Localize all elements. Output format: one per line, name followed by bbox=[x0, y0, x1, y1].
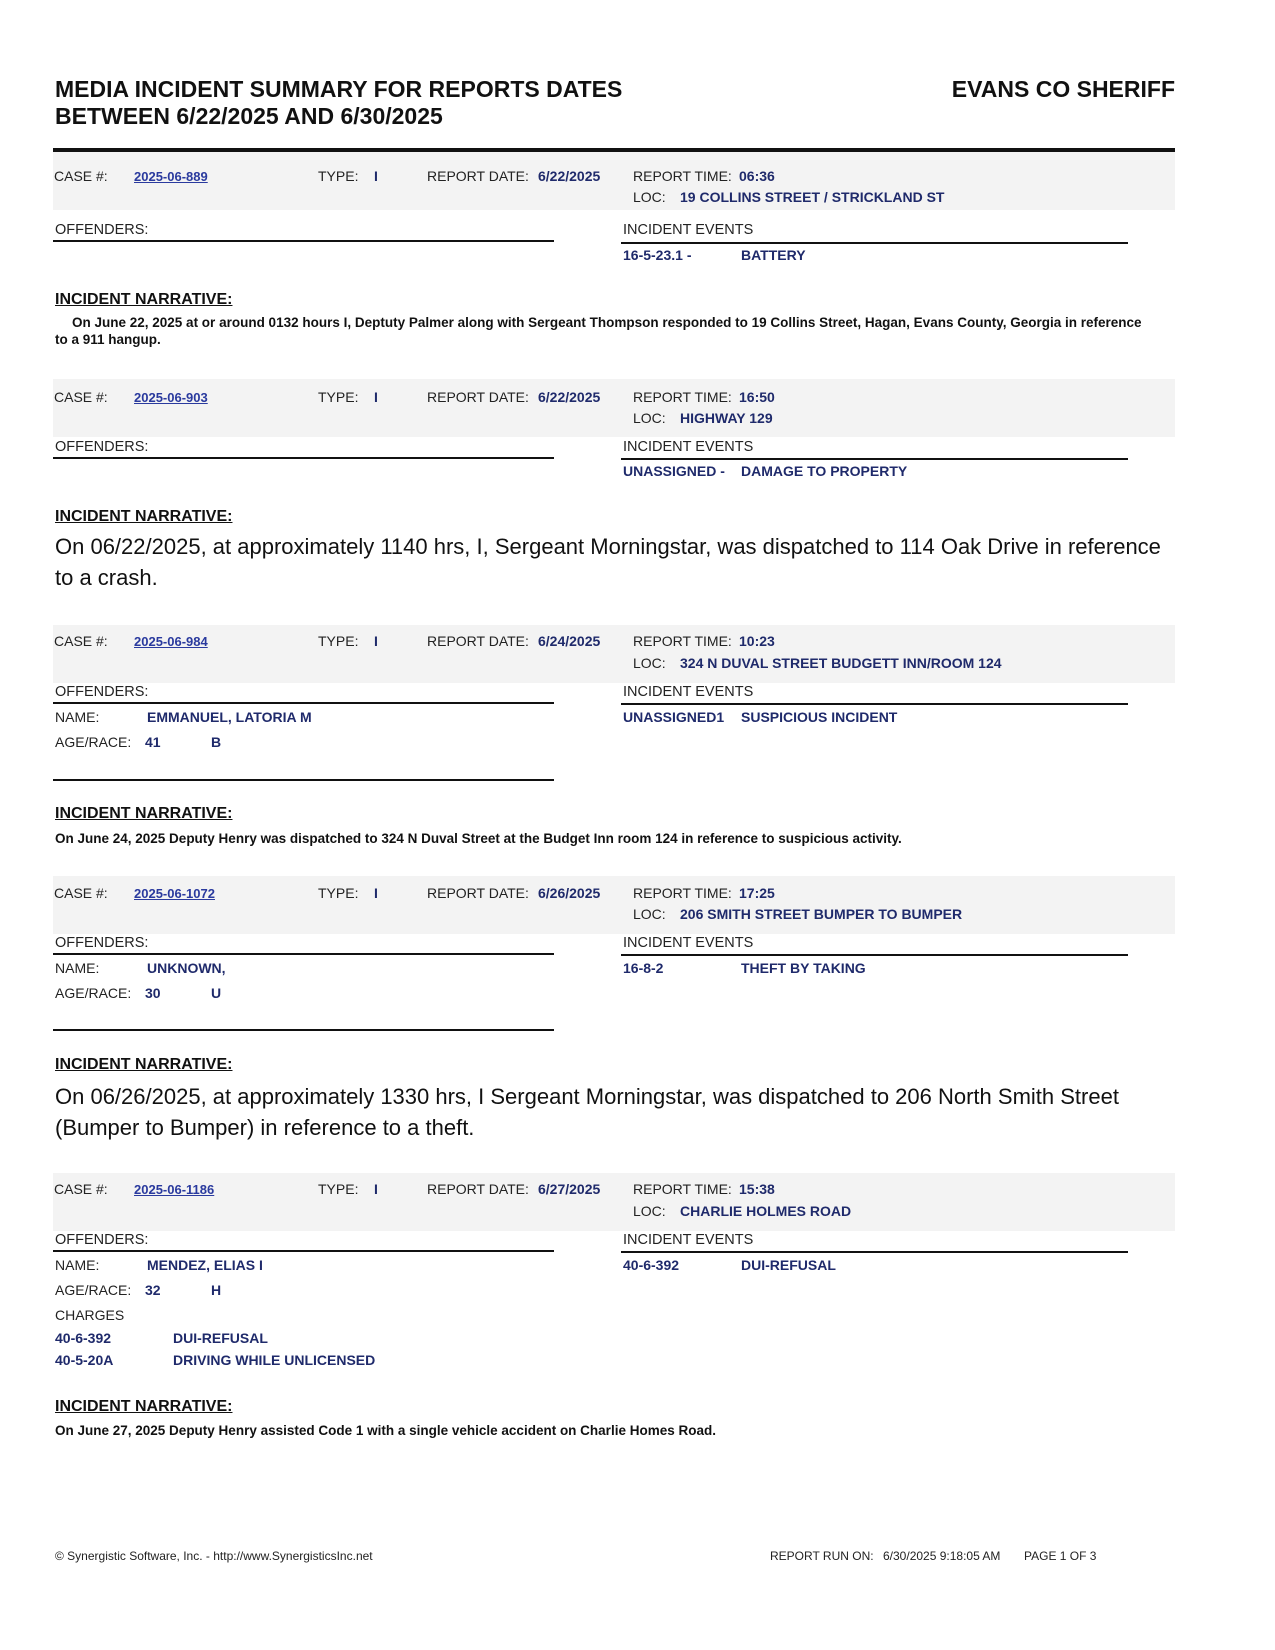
offenders-rule bbox=[53, 1250, 554, 1252]
report-time-label: REPORT TIME: bbox=[633, 633, 732, 649]
event-description: THEFT BY TAKING bbox=[741, 960, 866, 976]
charges-label: CHARGES bbox=[55, 1307, 125, 1323]
type-value: I bbox=[374, 168, 378, 184]
event-code: 16-5-23.1 - bbox=[623, 247, 692, 263]
name-label: NAME: bbox=[55, 960, 100, 976]
charge-code: 40-6-392 bbox=[55, 1330, 112, 1346]
footer-report-run-label: REPORT RUN ON: bbox=[770, 1549, 874, 1563]
case-label: CASE #: bbox=[54, 389, 108, 405]
report-time-value: 10:23 bbox=[739, 633, 775, 649]
narrative-text: On June 27, 2025 Deputy Henry assisted Code 1 with a single vehicle accident on Charlie Homes Road. bbox=[55, 1423, 716, 1438]
report-title bbox=[55, 76, 775, 130]
report-date-value: 6/22/2025 bbox=[538, 168, 601, 184]
report-time-value: 16:50 bbox=[739, 389, 775, 405]
report-date-value: 6/26/2025 bbox=[538, 885, 601, 901]
case-number-link[interactable]: 2025-06-1186 bbox=[134, 1182, 215, 1197]
events-rule bbox=[621, 1251, 1128, 1253]
offenders-heading: OFFENDERS: bbox=[55, 935, 149, 951]
case-header-5 bbox=[53, 1173, 1175, 1231]
offender-block-rule bbox=[53, 1029, 554, 1031]
report-date-value: 6/27/2025 bbox=[538, 1181, 601, 1197]
footer-report-run-value: 6/30/2025 9:18:05 AM bbox=[883, 1549, 1001, 1563]
case-number-link[interactable]: 2025-06-903 bbox=[134, 390, 208, 405]
offenders-heading: OFFENDERS: bbox=[55, 684, 149, 700]
offender-age: 32 bbox=[145, 1282, 161, 1298]
incident-events-heading: INCIDENT EVENTS bbox=[623, 935, 754, 951]
type-value: I bbox=[374, 389, 378, 405]
report-title-line2: BETWEEN 6/22/2025 AND 6/30/2025 bbox=[55, 103, 443, 129]
event-description: BATTERY bbox=[741, 247, 806, 263]
report-time-value: 17:25 bbox=[739, 885, 775, 901]
offender-age: 30 bbox=[145, 985, 161, 1001]
event-code: 40-6-392 bbox=[623, 1257, 680, 1273]
loc-label: LOC: bbox=[633, 906, 666, 922]
case-header-1 bbox=[53, 152, 1175, 210]
loc-value: HIGHWAY 129 bbox=[680, 410, 773, 426]
offenders-heading: OFFENDERS: bbox=[55, 1232, 149, 1248]
incident-events-heading: INCIDENT EVENTS bbox=[623, 222, 754, 238]
narrative-heading: INCIDENT NARRATIVE: bbox=[55, 805, 233, 822]
type-label: TYPE: bbox=[318, 168, 359, 184]
agency-name: EVANS CO SHERIFF bbox=[951, 76, 1175, 102]
event-description: DUI-REFUSAL bbox=[741, 1257, 836, 1273]
charge-description: DRIVING WHILE UNLICENSED bbox=[173, 1352, 376, 1368]
report-date-label: REPORT DATE: bbox=[427, 633, 529, 649]
case-label: CASE #: bbox=[54, 168, 108, 184]
report-time-value: 06:36 bbox=[739, 168, 775, 184]
narrative-text: On 06/22/2025, at approximately 1140 hrs, I, Sergeant Morningstar, was dispatched to 114 Oak Drive in reference to a crash. bbox=[55, 534, 1161, 590]
report-title-line1: MEDIA INCIDENT SUMMARY FOR REPORTS DATES bbox=[55, 76, 623, 102]
offenders-rule bbox=[53, 457, 554, 459]
case-label: CASE #: bbox=[54, 885, 108, 901]
type-value: I bbox=[374, 885, 378, 901]
loc-value: CHARLIE HOLMES ROAD bbox=[680, 1203, 852, 1219]
case-number-link[interactable]: 2025-06-984 bbox=[134, 634, 208, 649]
narrative-text: On June 22, 2025 at or around 0132 hours I, Deptuty Palmer along with Sergeant Thompson responded to 19 Collins Street, Hagan, Evans County, Georgia in reference to a 911 hangup. bbox=[55, 315, 1142, 347]
offender-block-rule bbox=[53, 779, 554, 781]
offender-name: EMMANUEL, LATORIA M bbox=[147, 709, 312, 725]
event-code: UNASSIGNED - bbox=[623, 463, 725, 479]
offender-race: H bbox=[211, 1282, 222, 1298]
footer-copyright: © Synergistic Software, Inc. - http://www.SynergisticsInc.net bbox=[55, 1549, 373, 1563]
offender-age: 41 bbox=[145, 734, 161, 750]
incident-events-heading: INCIDENT EVENTS bbox=[623, 1232, 754, 1248]
offenders-heading: OFFENDERS: bbox=[55, 222, 149, 238]
report-date-label: REPORT DATE: bbox=[427, 389, 529, 405]
loc-value: 19 COLLINS STREET / STRICKLAND ST bbox=[680, 189, 945, 205]
age-race-label: AGE/RACE: bbox=[55, 734, 132, 750]
report-date-label: REPORT DATE: bbox=[427, 168, 529, 184]
incident-events-heading: INCIDENT EVENTS bbox=[623, 684, 754, 700]
report-date-label: REPORT DATE: bbox=[427, 885, 529, 901]
events-rule bbox=[621, 703, 1128, 705]
age-race-label: AGE/RACE: bbox=[55, 1282, 132, 1298]
type-label: TYPE: bbox=[318, 885, 359, 901]
report-time-value: 15:38 bbox=[739, 1181, 775, 1197]
type-value: I bbox=[374, 1181, 378, 1197]
events-rule bbox=[621, 954, 1128, 956]
events-rule bbox=[621, 458, 1128, 460]
event-code: UNASSIGNED1 bbox=[623, 709, 725, 725]
events-rule bbox=[621, 242, 1128, 244]
offender-name: MENDEZ, ELIAS I bbox=[147, 1257, 263, 1273]
report-time-label: REPORT TIME: bbox=[633, 885, 732, 901]
report-date-value: 6/22/2025 bbox=[538, 389, 601, 405]
offenders-heading: OFFENDERS: bbox=[55, 439, 149, 455]
loc-label: LOC: bbox=[633, 410, 666, 426]
name-label: NAME: bbox=[55, 709, 100, 725]
event-description: DAMAGE TO PROPERTY bbox=[741, 463, 908, 479]
loc-label: LOC: bbox=[633, 1203, 666, 1219]
event-code: 16-8-2 bbox=[623, 960, 664, 976]
offender-race: U bbox=[211, 985, 222, 1001]
case-header-3 bbox=[53, 625, 1175, 683]
loc-label: LOC: bbox=[633, 655, 666, 671]
narrative-text: On June 24, 2025 Deputy Henry was dispatched to 324 N Duval Street at the Budget Inn room 124 in reference to suspicious activity. bbox=[55, 831, 902, 846]
offenders-rule bbox=[53, 240, 554, 242]
offender-race: B bbox=[211, 734, 222, 750]
narrative-heading: INCIDENT NARRATIVE: bbox=[55, 1398, 233, 1415]
charge-description: DUI-REFUSAL bbox=[173, 1330, 268, 1346]
case-number-link[interactable]: 2025-06-889 bbox=[134, 169, 208, 184]
type-label: TYPE: bbox=[318, 633, 359, 649]
event-description: SUSPICIOUS INCIDENT bbox=[741, 709, 898, 725]
narrative-heading: INCIDENT NARRATIVE: bbox=[55, 508, 233, 525]
type-label: TYPE: bbox=[318, 1181, 359, 1197]
narrative-heading: INCIDENT NARRATIVE: bbox=[55, 1056, 233, 1073]
type-label: TYPE: bbox=[318, 389, 359, 405]
report-time-label: REPORT TIME: bbox=[633, 168, 732, 184]
name-label: NAME: bbox=[55, 1257, 100, 1273]
offenders-rule bbox=[53, 953, 554, 955]
offender-name: UNKNOWN, bbox=[147, 960, 226, 976]
charge-code: 40-5-20A bbox=[55, 1352, 114, 1368]
report-time-label: REPORT TIME: bbox=[633, 389, 732, 405]
loc-label: LOC: bbox=[633, 189, 666, 205]
offenders-rule bbox=[53, 702, 554, 704]
report-date-label: REPORT DATE: bbox=[427, 1181, 529, 1197]
report-date-value: 6/24/2025 bbox=[538, 633, 601, 649]
type-value: I bbox=[374, 633, 378, 649]
age-race-label: AGE/RACE: bbox=[55, 985, 132, 1001]
footer-page-number: PAGE 1 OF 3 bbox=[1024, 1549, 1097, 1563]
case-label: CASE #: bbox=[54, 633, 108, 649]
loc-value: 206 SMITH STREET BUMPER TO BUMPER bbox=[680, 906, 963, 922]
report-time-label: REPORT TIME: bbox=[633, 1181, 732, 1197]
incident-events-heading: INCIDENT EVENTS bbox=[623, 439, 754, 455]
narrative-heading: INCIDENT NARRATIVE: bbox=[55, 291, 233, 308]
case-header-4 bbox=[53, 876, 1175, 934]
case-label: CASE #: bbox=[54, 1181, 108, 1197]
case-number-link[interactable]: 2025-06-1072 bbox=[134, 886, 215, 901]
loc-value: 324 N DUVAL STREET BUDGETT INN/ROOM 124 bbox=[680, 655, 1002, 671]
narrative-text: On 06/26/2025, at approximately 1330 hrs, I Sergeant Morningstar, was dispatched to 206 North Smith Street (Bumper to Bumper) in reference to a theft. bbox=[55, 1084, 1119, 1140]
case-header-2 bbox=[53, 379, 1175, 437]
